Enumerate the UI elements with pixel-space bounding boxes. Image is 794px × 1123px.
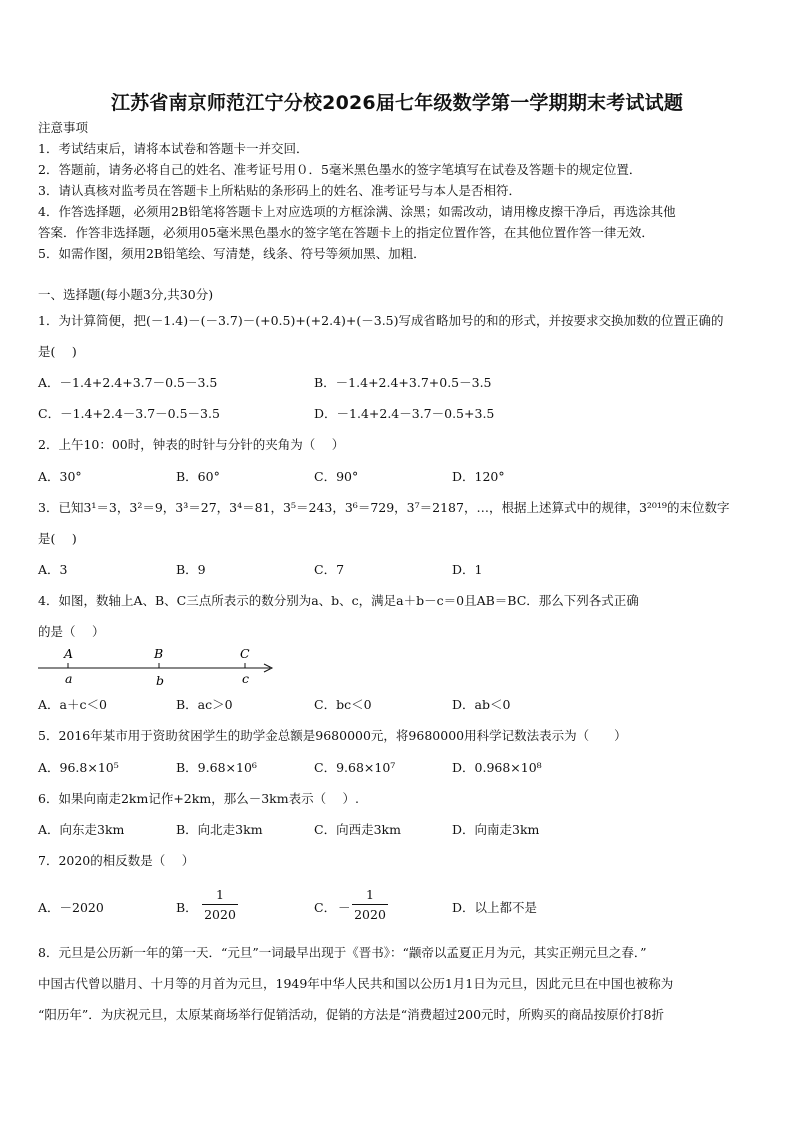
- q8-stem-cont-1: 中国古代曾以腊月、十月等的月首为元旦，1949年中华人民共和国以公历1月1日为元旦，因此元旦在中国也被称为: [38, 976, 674, 991]
- q4-option-b: B．ac＞0: [176, 697, 233, 712]
- q4-option-c: C．bc＜0: [314, 697, 372, 712]
- q2-option-d: D．120°: [452, 469, 505, 484]
- q7-option-a: A．－2020: [38, 900, 104, 915]
- q2-option-a: A．30°: [38, 469, 82, 484]
- q2-option-b: B．60°: [176, 469, 220, 484]
- q8-stem-cont-2: “阳历年”．为庆祝元旦，太原某商场举行促销活动，促销的方法是“消费超过200元时，所购买的商品按原价打8折: [38, 1007, 664, 1022]
- fraction-numerator: 1: [366, 887, 374, 902]
- notice-item-2: 2．答题前，请务必将自己的姓名、准考证号用０．5毫米黑色墨水的签字笔填写在试卷及答题卡的规定位置．: [38, 162, 642, 177]
- q6-option-d: D．向南走3km: [452, 822, 540, 837]
- q7-option-c-fraction: [352, 887, 388, 923]
- q1-option-a: A．－1.4+2.4+3.7－0.5－3.5: [38, 375, 218, 390]
- q3-stem-cont: 是( ): [38, 531, 77, 546]
- q3-option-c: C．7: [314, 562, 345, 577]
- notice-item-3: 3．请认真核对监考员在答题卡上所粘贴的条形码上的姓名、准考证号与本人是否相符．: [38, 183, 521, 198]
- q7-option-c-label: C．: [314, 900, 337, 915]
- q6-stem: 6．如果向南走2km记作+2km，那么－3km表示（ ）.: [38, 791, 360, 806]
- q7-stem: 7．2020的相反数是（ ）: [38, 853, 195, 868]
- q7-option-b-label: B．: [176, 900, 198, 915]
- value-label-b: b: [156, 673, 165, 688]
- q7-option-d: D．以上都不是: [452, 900, 538, 915]
- q7-option-b-fraction: [202, 887, 238, 923]
- section-heading: 一、选择题(每小题3分,共30分): [38, 287, 214, 302]
- value-label-c: c: [242, 671, 250, 686]
- q5-option-a: A．96.8×10⁵: [38, 760, 119, 775]
- notice-item-1: 1．考试结束后，请将本试卷和答题卡一并交回．: [38, 141, 309, 156]
- number-line-figure: [36, 646, 286, 688]
- q4-stem-cont: 的是（ ）: [38, 624, 105, 639]
- q8-stem: 8．元旦是公历新一年的第一天．“元旦”一词最早出现于《晋书》：“颛帝以孟夏正月为元，其实正朔元旦之春．”: [38, 945, 647, 960]
- q2-stem: 2．上午10：00时，钟表的时针与分针的夹角为（ ）: [38, 437, 345, 452]
- fraction-numerator: 1: [216, 887, 224, 902]
- q3-stem: 3．已知3¹＝3，3²＝9，3³＝27，3⁴＝81，3⁵＝243，3⁶＝729，3⁷＝2187，…，根据上述算式中的规律，3²⁰¹⁹的末位数字: [38, 500, 730, 515]
- q4-option-a: A．a＋c＜0: [38, 697, 107, 712]
- q3-option-d: D．1: [452, 562, 483, 577]
- fraction-bar: [352, 904, 388, 905]
- q6-option-b: B．向北走3km: [176, 822, 263, 837]
- q6-option-c: C．向西走3km: [314, 822, 401, 837]
- point-label-a: A: [64, 646, 74, 661]
- q1-stem-cont: 是( ): [38, 344, 77, 359]
- q2-option-c: C．90°: [314, 469, 359, 484]
- q1-stem: 1．为计算简便，把(－1.4)－(－3.7)－(+0.5)+(+2.4)+(－3.5)写成省略加号的和的形式，并按要求交换加数的位置正确的: [38, 313, 724, 328]
- q4-option-d: D．ab＜0: [452, 697, 511, 712]
- notice-heading: 注意事项: [38, 120, 89, 135]
- fraction-denominator: 2020: [354, 907, 386, 922]
- q5-option-c: C．9.68×10⁷: [314, 760, 396, 775]
- number-line: [36, 646, 286, 688]
- page-title: 江苏省南京师范江宁分校2026届七年级数学第一学期期末考试试题: [110, 92, 684, 114]
- fraction-denominator: 2020: [204, 907, 236, 922]
- q5-option-d: D．0.968×10⁸: [452, 760, 542, 775]
- q3-option-b: B．9: [176, 562, 206, 577]
- point-label-b: B: [154, 646, 164, 661]
- notice-item-4-cont: 答案．作答非选择题，必须用05毫米黑色墨水的签字笔在答题卡上的指定位置作答，在其他位置作答一律无效．: [38, 225, 654, 240]
- q5-stem: 5．2016年某市用于资助贫困学生的助学金总额是9680000元，将9680000用科学记数法表示为（ ）: [38, 728, 627, 743]
- value-label-a: a: [65, 671, 73, 686]
- q1-option-d: D．－1.4+2.4－3.7－0.5+3.5: [314, 406, 495, 421]
- point-label-c: C: [240, 646, 250, 661]
- q5-option-b: B．9.68×10⁶: [176, 760, 257, 775]
- q6-option-a: A．向东走3km: [38, 822, 125, 837]
- notice-item-4: 4．作答选择题，必须用2B铅笔将答题卡上对应选项的方框涂满、涂黑；如需改动，请用橡皮擦干净后，再选涂其他: [38, 204, 676, 219]
- q1-option-c: C．－1.4+2.4－3.7－0.5－3.5: [38, 406, 220, 421]
- notice-item-5: 5．如需作图，须用2B铅笔绘、写清楚，线条、符号等须加黑、加粗．: [38, 246, 426, 261]
- q1-option-b: B．－1.4+2.4+3.7+0.5－3.5: [314, 375, 492, 390]
- q7-option-c-sign: －: [338, 900, 351, 915]
- fraction-bar: [202, 904, 238, 905]
- q4-stem: 4．如图，数轴上A、B、C三点所表示的数分别为a、b、c，满足a＋b－c＝0且AB＝BC．那么下列各式正确: [38, 593, 639, 608]
- q3-option-a: A．3: [38, 562, 68, 577]
